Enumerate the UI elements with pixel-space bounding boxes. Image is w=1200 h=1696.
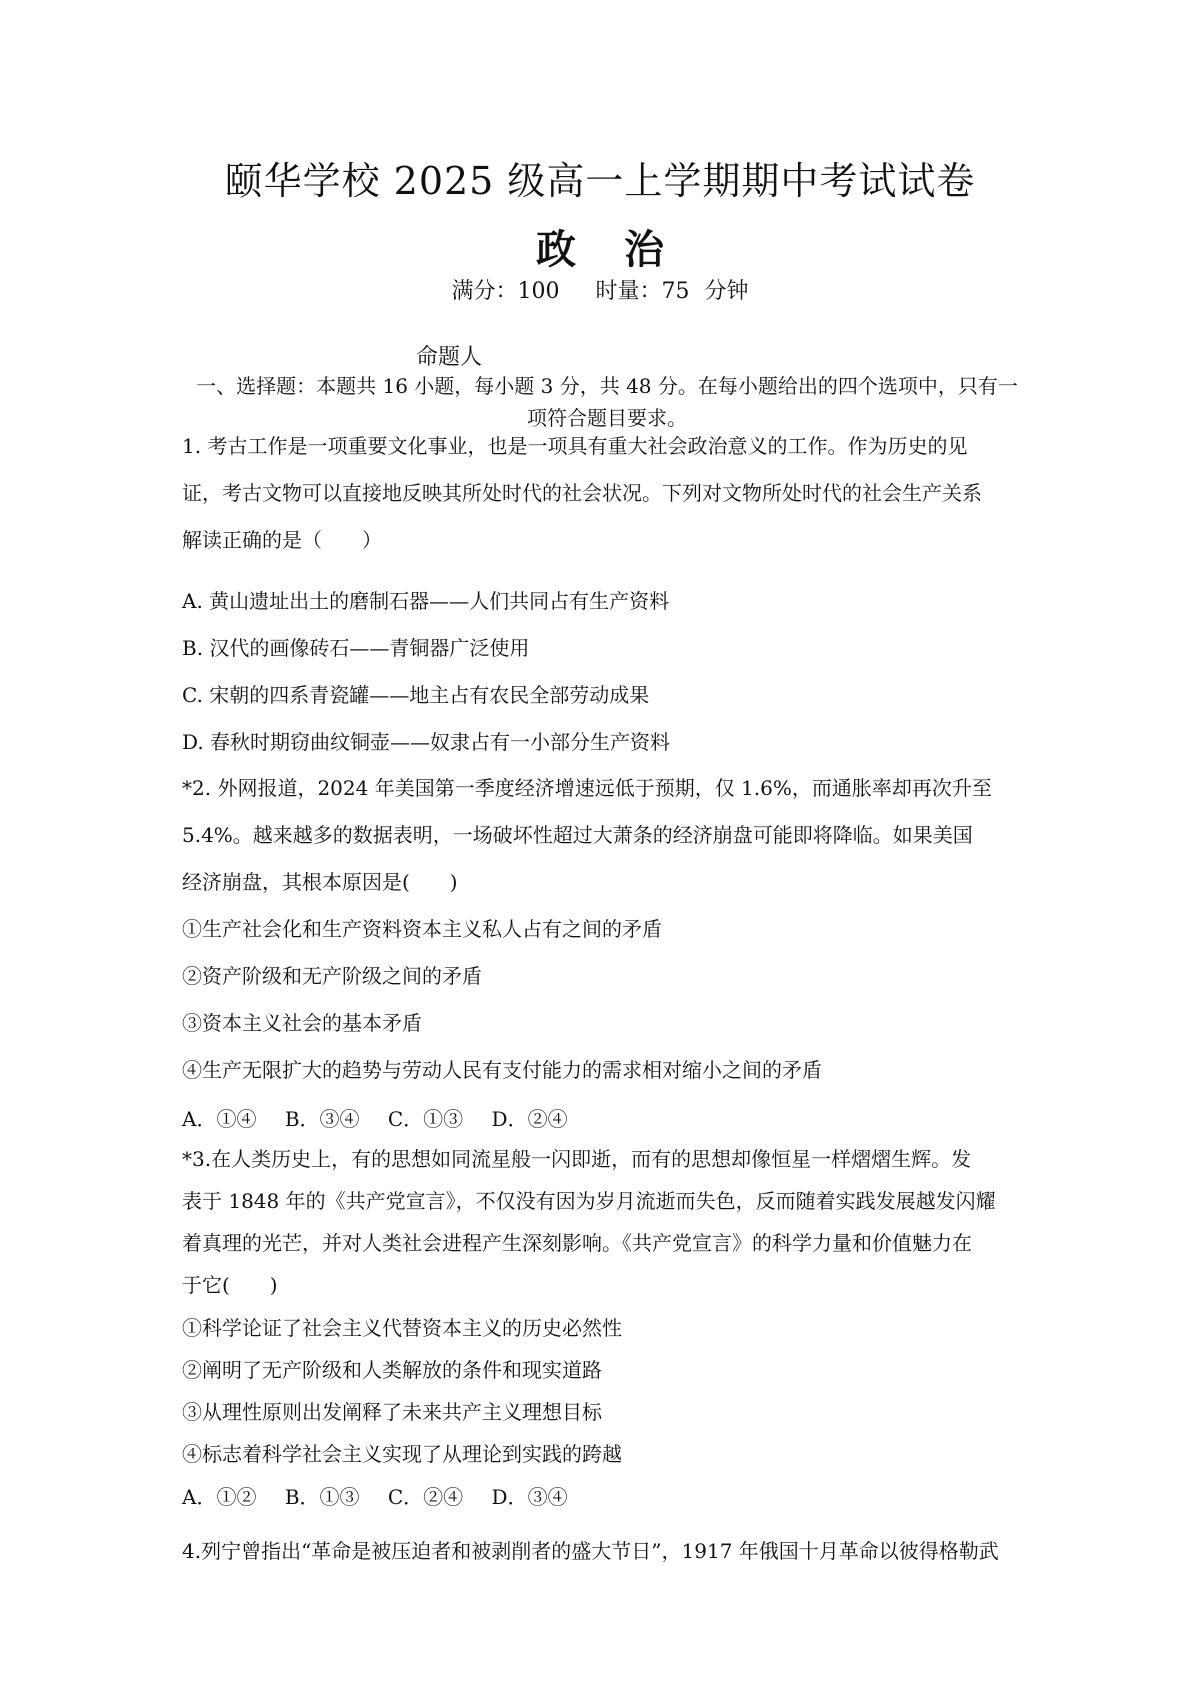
choice-c: C．②④ xyxy=(387,1485,464,1509)
question-stem-line: 证，考古文物可以直接地反映其所处时代的社会状况。下列对文物所处时代的社会生产关系 xyxy=(182,481,982,505)
statement-item: ③从理性原则出发阐释了未来共产主义理想目标 xyxy=(182,1400,602,1424)
question-stem-line: 于它( ) xyxy=(182,1273,278,1297)
section-line: 一、选择题：本题共 16 小题，每小题 3 分，共 48 分。在每小题给出的四个选项中，只有一 xyxy=(196,374,1018,398)
choice-b: B．①③ xyxy=(284,1485,360,1509)
statement-item: ④标志着科学社会主义实现了从理论到实践的跨越 xyxy=(182,1442,622,1466)
statement-item: ④生产无限扩大的趋势与劳动人民有支付能力的需求相对缩小之间的矛盾 xyxy=(182,1058,822,1082)
option-b: B. 汉代的画像砖石——青铜器广泛使用 xyxy=(182,636,530,660)
statement-item: ①生产社会化和生产资料资本主义私人占有之间的矛盾 xyxy=(182,917,662,941)
exam-title: 颐华学校 2025 级高一上学期期中考试试卷 xyxy=(224,159,976,203)
question-stem-line: 解读正确的是（ ） xyxy=(182,528,382,552)
option-a: A. 黄山遗址出土的磨制石器——人们共同占有生产资料 xyxy=(182,589,670,613)
question-1 xyxy=(182,430,1032,571)
author-label: 命题人 xyxy=(416,345,483,370)
option-c: C. 宋朝的四系青瓷罐——地主占有农民全部劳动成果 xyxy=(182,683,650,707)
choice-b: B．③④ xyxy=(284,1107,360,1131)
q3-items xyxy=(182,1312,1032,1480)
question-stem-line: 1. 考古工作是一项重要文化事业，也是一项具有重大社会政治意义的工作。作为历史的见 xyxy=(182,434,968,458)
question-stem-line: *3.在人类历史上，有的思想如同流星般一闪即逝，而有的思想却像恒星一样熠熠生辉。发 xyxy=(182,1147,972,1171)
choice-c: C．①③ xyxy=(387,1107,464,1131)
option-d: D. 春秋时期窃曲纹铜壶——奴隶占有一小部分生产资料 xyxy=(182,730,671,754)
question-stem-line: 5.4%。越来越多的数据表明，一场破坏性超过大萧条的经济崩盘可能即将降临。如果美国 xyxy=(182,823,973,847)
q1-options xyxy=(182,585,1032,773)
question-stem-line: 着真理的光芒，并对人类社会进程产生深刻影响。《共产党宣言》的科学力量和价值魅力在 xyxy=(182,1231,972,1255)
statement-item: ①科学论证了社会主义代替资本主义的历史必然性 xyxy=(182,1316,622,1340)
section-instructions xyxy=(182,370,1032,434)
choice-d: D．②④ xyxy=(491,1107,568,1131)
full-score: 满分：100 xyxy=(451,279,560,304)
choice-d: D．③④ xyxy=(491,1485,568,1509)
statement-item: ②阐明了无产阶级和人类解放的条件和现实道路 xyxy=(182,1358,602,1382)
question-stem-line: *2. 外网报道，2024 年美国第一季度经济增速远低于预期，仅 1.6%，而通胀率却再次升至 xyxy=(182,776,992,800)
section-line: 项符合题目要求。 xyxy=(527,406,687,430)
question-3 xyxy=(182,1143,1032,1311)
subject-title: 政治 xyxy=(536,226,712,273)
exam-meta xyxy=(0,274,1200,305)
question-stem-line: 4.列宁曾指出“革命是被压迫者和被剥削者的盛大节日”，1917 年俄国十月革命以彼得格勒武 xyxy=(182,1539,999,1563)
time-limit: 时量：75 分钟 xyxy=(595,279,749,304)
statement-item: ②资产阶级和无产阶级之间的矛盾 xyxy=(182,964,482,988)
question-4 xyxy=(182,1535,1032,1564)
choice-a: A．①② xyxy=(182,1485,257,1509)
choice-a: A．①④ xyxy=(182,1107,257,1131)
question-stem-line: 表于 1848 年的《共产党宣言》，不仅没有因为岁月流逝而失色，反而随着实践发展越发闪耀 xyxy=(182,1189,996,1213)
q2-choices xyxy=(182,1103,1032,1132)
statement-item: ③资本主义社会的基本矛盾 xyxy=(182,1011,422,1035)
question-2 xyxy=(182,772,1032,913)
q2-items xyxy=(182,913,1032,1101)
question-stem-line: 经济崩盘，其根本原因是( ) xyxy=(182,870,458,894)
q3-choices xyxy=(182,1481,1032,1510)
